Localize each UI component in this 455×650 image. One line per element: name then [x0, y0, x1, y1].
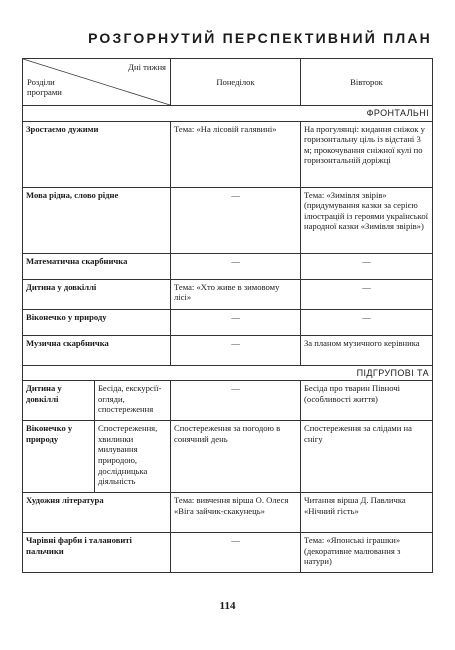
row-name: Віконечко у природу: [23, 309, 171, 335]
cell-monday: —: [171, 335, 301, 365]
cell-tuesday: Читання вірша Д. Павличка «Нічний гість»: [301, 493, 433, 533]
row-name: Мова рідна, слово рідне: [23, 187, 171, 253]
cell-monday: —: [171, 309, 301, 335]
table-row: [23, 279, 433, 309]
plan-table: [22, 58, 433, 573]
header-sections-label: Розділи програми: [27, 77, 62, 97]
cell-monday: —: [171, 187, 301, 253]
table-row: [23, 253, 433, 279]
row-name: Художня література: [23, 493, 171, 533]
row-name: Дитина у довкіллі: [23, 279, 171, 309]
page-number: 114: [219, 600, 236, 612]
cell-tuesday: Тема: «Японські іграшки» (декоративне малювання з натури): [301, 533, 433, 573]
cell-tuesday: —: [301, 309, 433, 335]
cell-monday: Тема: «На лісовій галявині»: [171, 121, 301, 187]
cell-monday: Тема: «Хто живе в зимовому лісі»: [171, 279, 301, 309]
table-row: [23, 421, 433, 493]
cell-tuesday: За планом музичного керівника: [301, 335, 433, 365]
table-row: [23, 121, 433, 187]
table-row: [23, 309, 433, 335]
table-row: [23, 533, 433, 573]
row-name: Дитина у довкіллі: [23, 381, 95, 421]
table-header-row: [23, 59, 433, 106]
row-name: Зростаємо дужими: [23, 121, 171, 187]
header-corner-cell: [23, 59, 171, 106]
row-name: Віконечко у природу: [23, 421, 95, 493]
cell-form: Спостереження, хвилинки милування природою, дослідницька діяльність: [95, 421, 171, 493]
cell-tuesday: Тема: «Зимівля звірів» (придумування казки за серією ілюстрацій із героями української народної казки «Зимівля звірів»): [301, 187, 433, 253]
section-subgroup: ПІДГРУПОВІ ТА: [23, 365, 433, 381]
section-frontal: ФРОНТАЛЬНІ: [23, 106, 433, 122]
cell-tuesday: Спостереження за слідами на снігу: [301, 421, 433, 493]
row-name: Чарівні фарби і талановиті пальчики: [23, 533, 171, 573]
cell-monday: —: [171, 253, 301, 279]
cell-monday: —: [171, 381, 301, 421]
table-row: [23, 381, 433, 421]
table-row: [23, 335, 433, 365]
column-header-monday: Понеділок: [171, 59, 301, 106]
row-name: Математична скарбничка: [23, 253, 171, 279]
cell-tuesday: —: [301, 279, 433, 309]
table-row: [23, 493, 433, 533]
header-days-label: Дні тижня: [128, 62, 166, 72]
page-title: РОЗГОРНУТИЙ ПЕРСПЕКТИВНИЙ ПЛАН: [88, 30, 432, 46]
cell-tuesday: На прогулянці: кидання сніжок у горизонтальну ціль із відстані 3 м; прокочування сніжної кулі по горизонтальній доріжці: [301, 121, 433, 187]
cell-monday: Спостереження за погодою в сонячний день: [171, 421, 301, 493]
cell-monday: —: [171, 533, 301, 573]
cell-form: Бесіда, екскурсії-огляди, спостереження: [95, 381, 171, 421]
cell-tuesday: —: [301, 253, 433, 279]
table-row: [23, 187, 433, 253]
cell-monday: Тема: вивчення вірша О. Олеся «Віга зайчик-скакунець»: [171, 493, 301, 533]
cell-tuesday: Бесіда про тварин Півночі (особливості життя): [301, 381, 433, 421]
column-header-tuesday: Вівторок: [301, 59, 433, 106]
row-name: Музична скарбничка: [23, 335, 171, 365]
